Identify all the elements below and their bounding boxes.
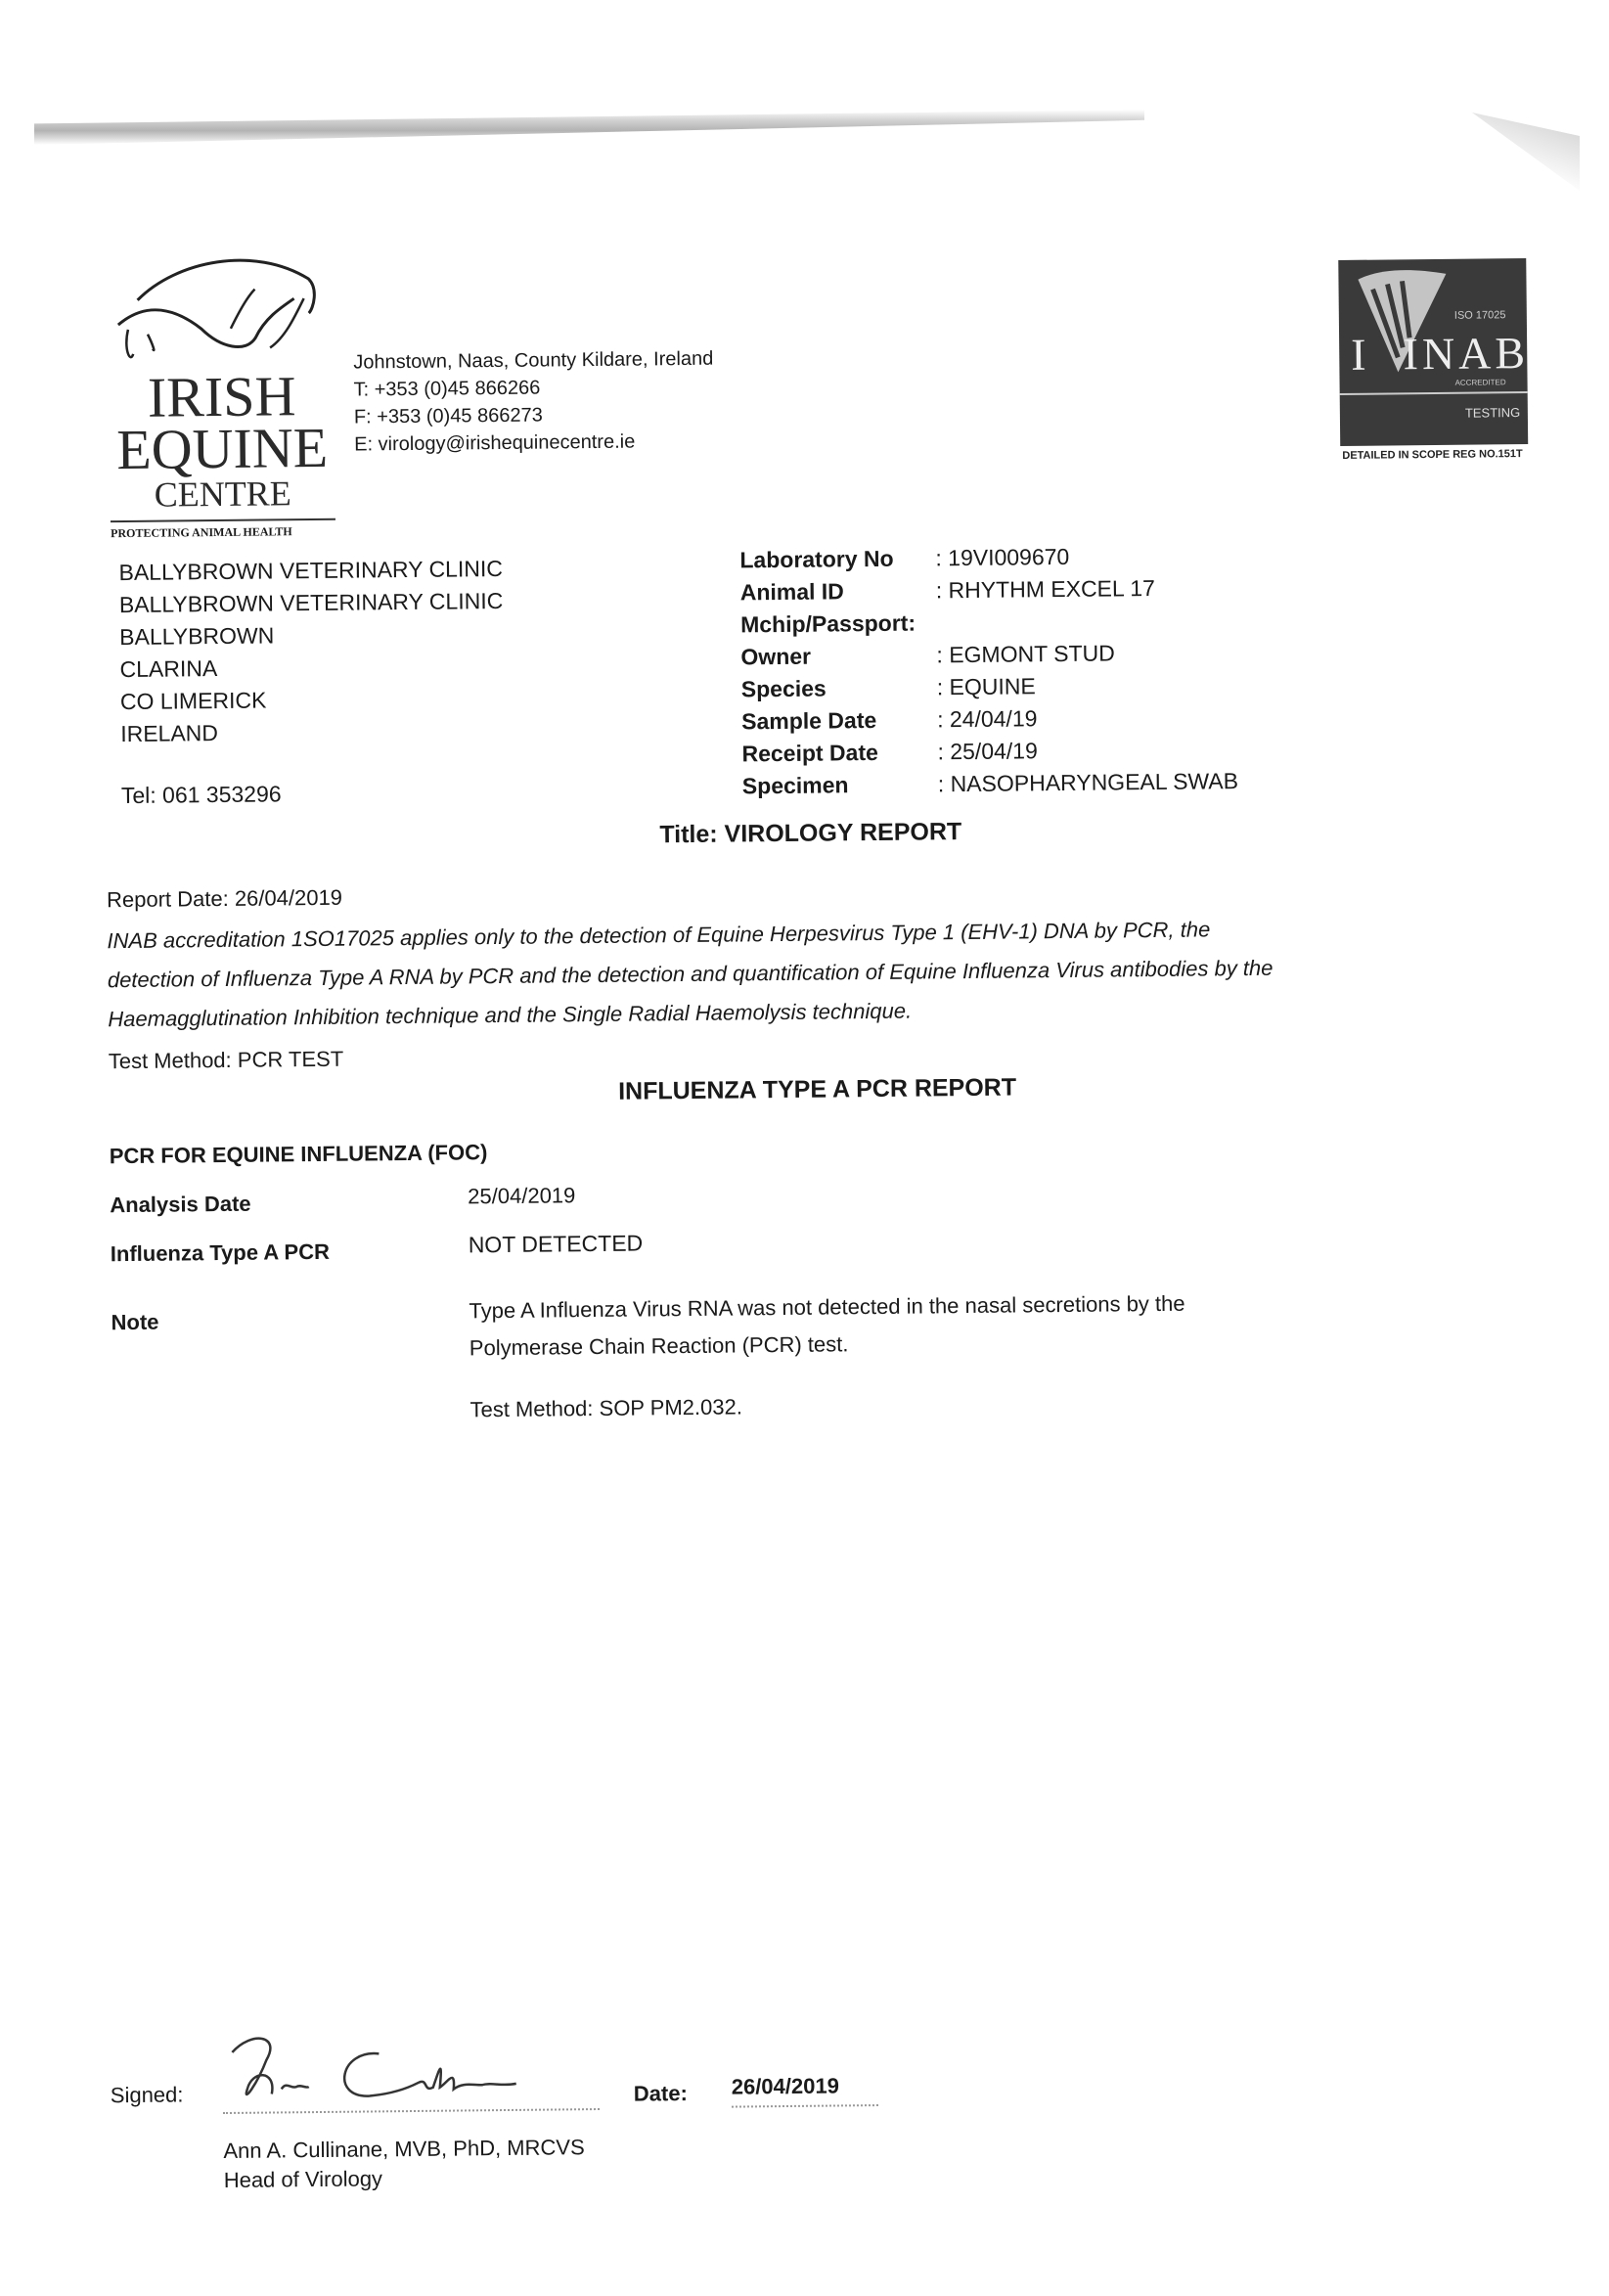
field-label: Receipt Date [741, 736, 937, 770]
field-label: Species [741, 671, 937, 705]
sample-date: : 24/04/19 [937, 705, 1038, 732]
field-label: Specimen [742, 768, 938, 802]
receipt-date: : 25/04/19 [937, 738, 1038, 764]
accreditation-note [107, 910, 1274, 1039]
inab-scope: DETAILED IN SCOPE REG NO.151T [1342, 448, 1523, 462]
specimen: : NASOPHARYNGEAL SWAB [938, 768, 1238, 796]
signatory-role: Head of Virology [224, 2166, 383, 2193]
note-line: detection of Influenza Type A RNA by PCR and the detection and quantification of Equine Influenza Virus antibodies by the [108, 949, 1274, 1000]
field-label: Mchip/Passport: [740, 607, 936, 641]
field-label: Sample Date [741, 703, 937, 738]
report-date: Report Date: 26/04/2019 [107, 885, 342, 914]
date-label: Date: [634, 2081, 688, 2107]
org-phone: T: +353 (0)45 866266 [353, 373, 713, 404]
org-email: E: virology@irishequinecentre.ie [354, 428, 714, 459]
inab-accreditation-logo [1338, 258, 1528, 446]
signatory-name: Ann A. Cullinane, MVB, PhD, MRCVS [223, 2135, 585, 2164]
org-fax: F: +353 (0)45 866273 [354, 400, 714, 431]
client-line: CO LIMERICK [120, 682, 505, 718]
note-line: Haemagglutination Inhibition technique and the Single Radial Haemolysis technique. [108, 988, 1274, 1039]
note-text [469, 1285, 1185, 1368]
org-contact [353, 345, 714, 459]
org-address: Johnstown, Naas, County Kildare, Ireland [353, 345, 713, 377]
sop-method: Test Method: SOP PM2.032. [469, 1394, 742, 1422]
client-tel: Tel: 061 353296 [121, 776, 506, 812]
test-method: Test Method: PCR TEST [109, 1047, 344, 1075]
irish-equine-centre-logo [108, 240, 335, 541]
logo-tagline: PROTECTING ANIMAL HEALTH [111, 518, 335, 541]
pcr-heading: PCR FOR EQUINE INFLUENZA (FOC) [110, 1140, 488, 1169]
sample-info [739, 539, 1238, 802]
note-line: INAB accreditation 1SO17025 applies only to the detection of Equine Herpesvirus Type 1 (EHV-1) DNA by PCR, the [107, 910, 1273, 961]
signed-label: Signed: [111, 2082, 184, 2108]
inab-accredited: ACCREDITED [1455, 378, 1506, 387]
client-line: BALLYBROWN VETERINARY CLINIC [119, 585, 504, 621]
pcr-result-label: Influenza Type A PCR [111, 1239, 330, 1267]
species: : EQUINE [937, 673, 1036, 699]
signoff-date: 26/04/2019 [732, 2073, 878, 2108]
signature-image [222, 2027, 600, 2109]
note-line: Type A Influenza Virus RNA was not detected in the nasal secretions by the [469, 1285, 1185, 1330]
client-line: CLARINA [119, 650, 504, 686]
field-label: Owner [740, 639, 936, 673]
client-address [118, 553, 505, 812]
logo-word-irish: IRISH [109, 372, 335, 423]
client-line: IRELAND [120, 714, 505, 750]
client-line: BALLYBROWN [119, 617, 504, 653]
client-line: BALLYBROWN VETERINARY CLINIC [118, 553, 503, 589]
owner: : EGMONT STUD [936, 640, 1115, 667]
laboratory-no: : 19VI009670 [935, 544, 1069, 570]
pcr-result: NOT DETECTED [469, 1230, 644, 1258]
logo-word-centre: CENTRE [111, 475, 335, 513]
note-line: Polymerase Chain Reaction (PCR) test. [469, 1323, 1186, 1368]
inab-iso: ISO 17025 [1454, 309, 1506, 322]
analysis-date-label: Analysis Date [110, 1192, 251, 1219]
analysis-date: 25/04/2019 [468, 1183, 575, 1209]
report-title: Title: VIROLOGY REPORT [659, 818, 961, 849]
inab-name: I INAB [1351, 327, 1529, 381]
signature [222, 2027, 600, 2109]
logo-word-equine: EQUINE [110, 421, 335, 477]
animal-id: : RHYTHM EXCEL 17 [936, 575, 1155, 603]
note-label: Note [111, 1310, 158, 1336]
inab-testing: TESTING [1465, 405, 1520, 421]
horse-icon [108, 240, 334, 369]
section-title: INFLUENZA TYPE A PCR REPORT [618, 1073, 1016, 1105]
field-label: Animal ID [740, 574, 936, 608]
field-label: Laboratory No [739, 542, 935, 576]
